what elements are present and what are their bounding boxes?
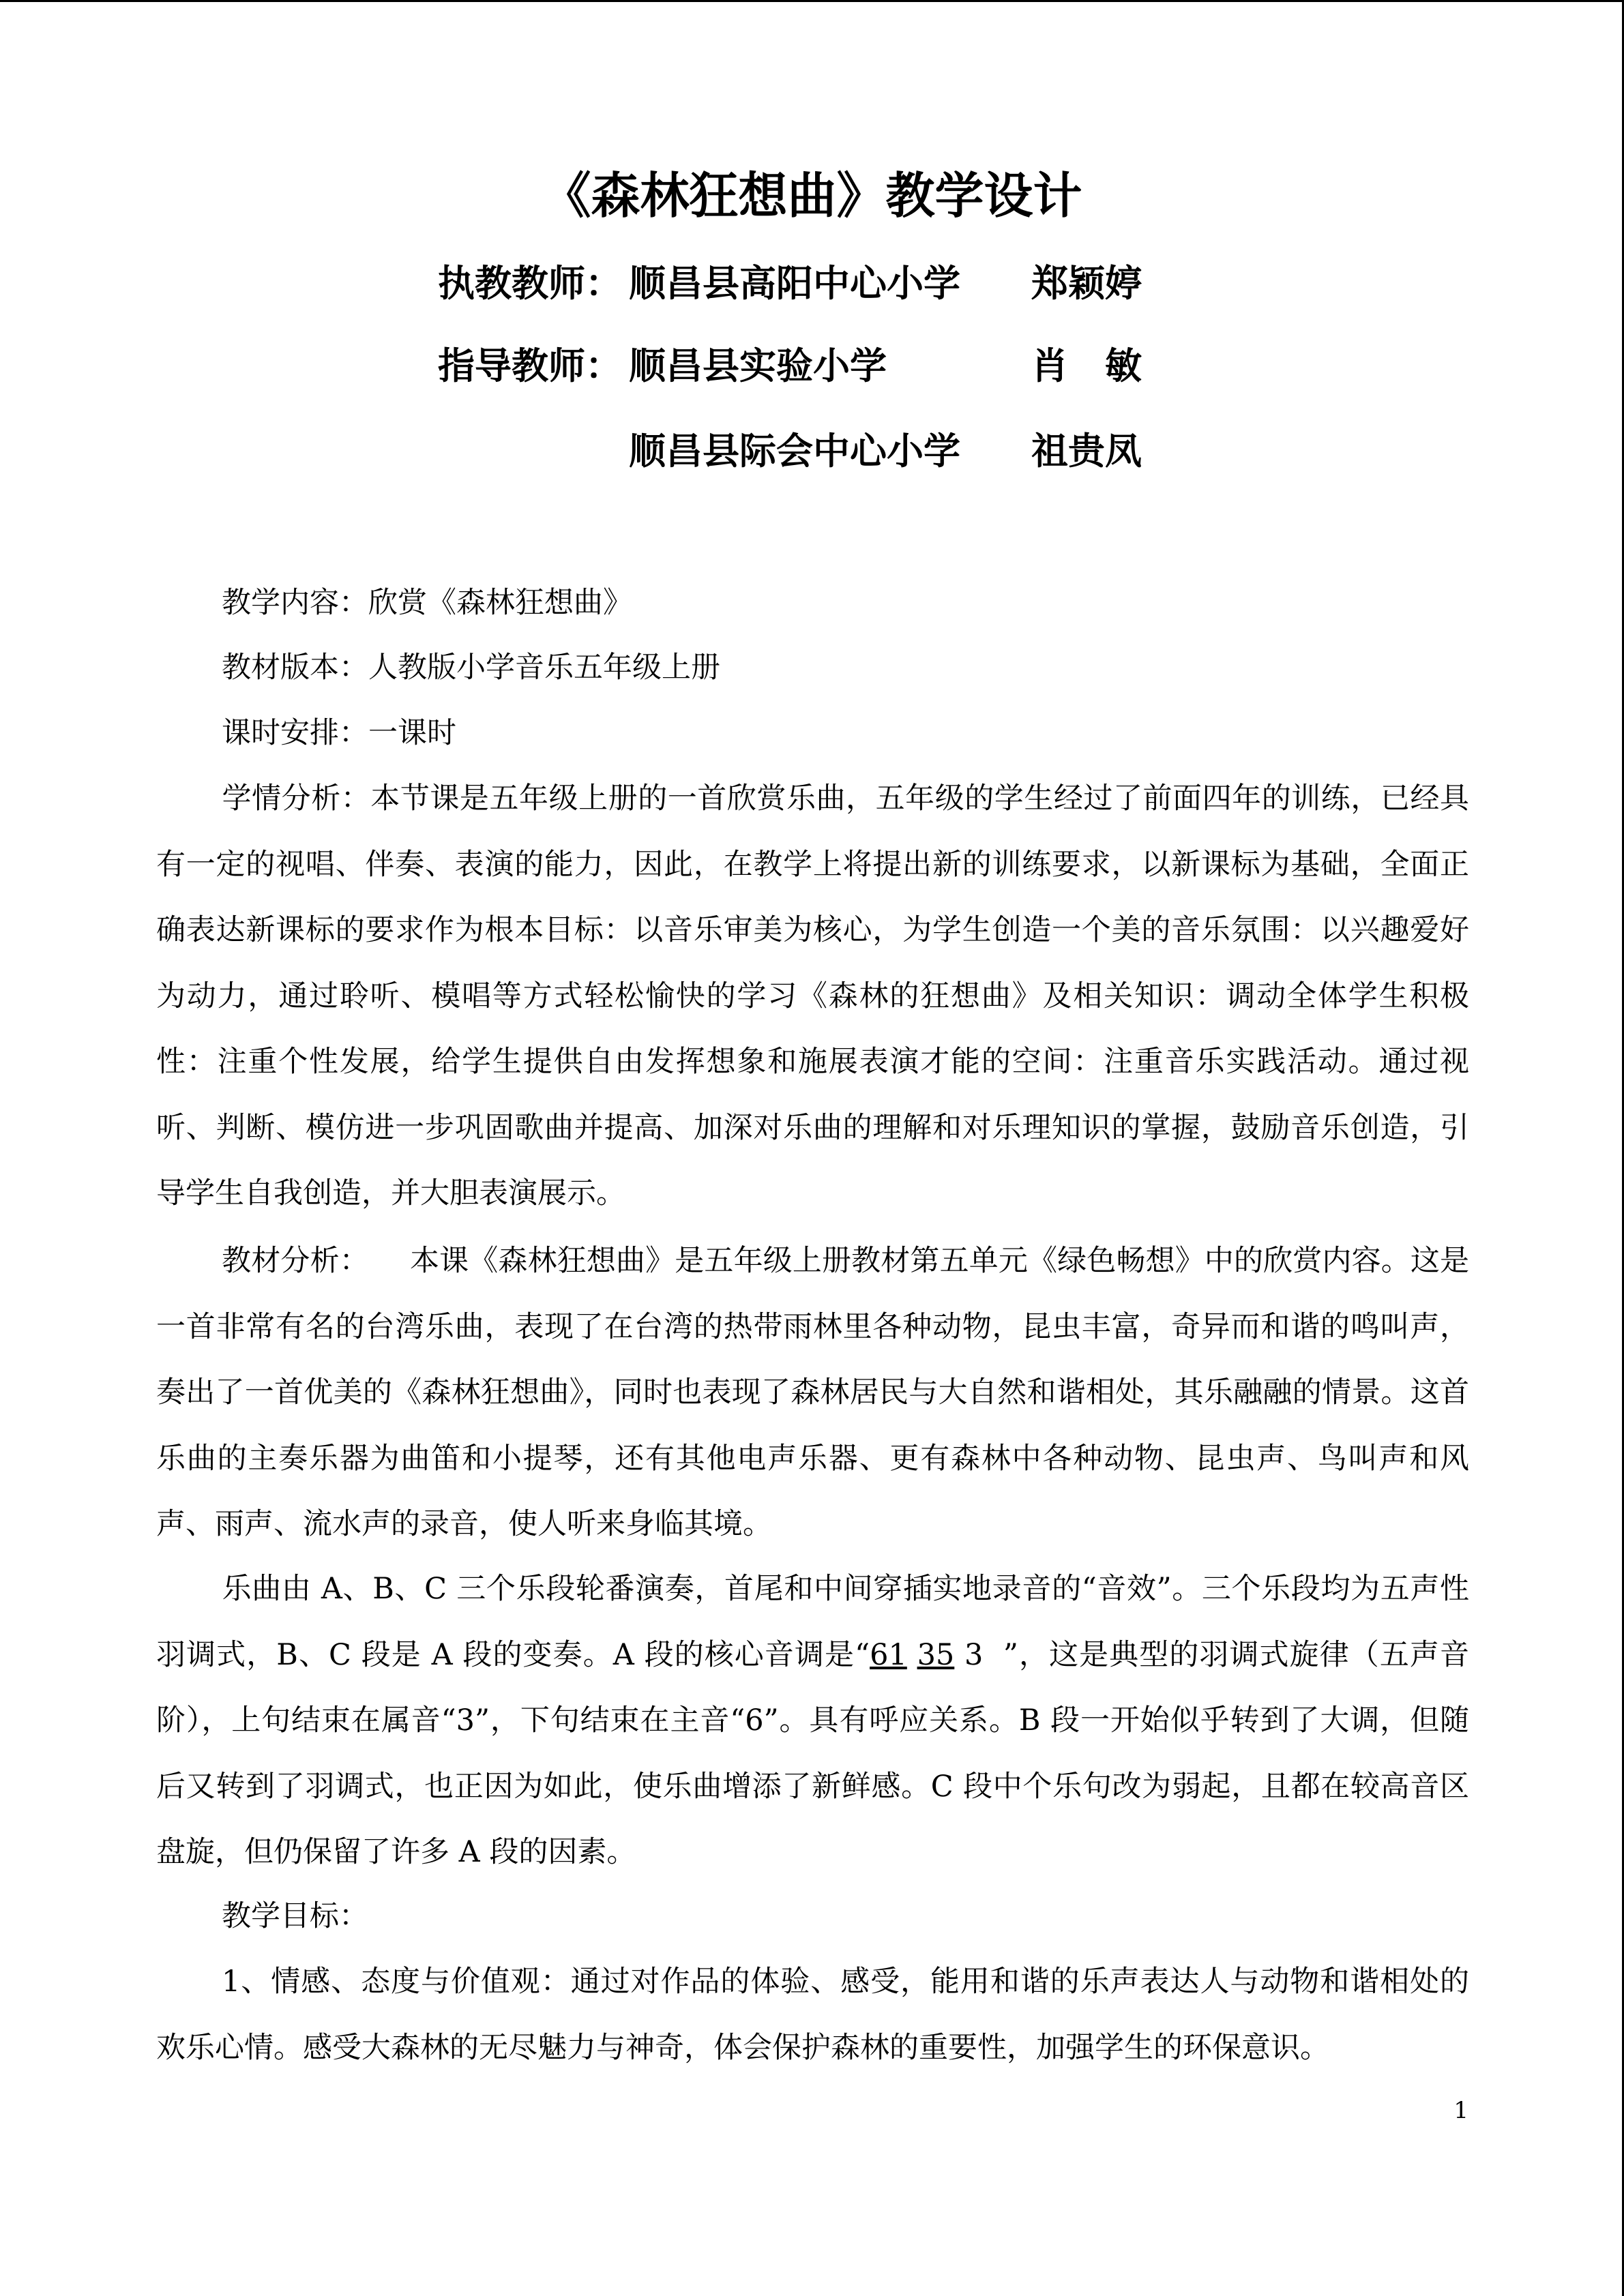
teacher-name: 郑颖婷 — [1031, 262, 1142, 305]
core-notes-3: 3 — [964, 1637, 984, 1672]
advisor2-school: 顺昌县际会中心小学 — [629, 430, 960, 473]
material-analysis-text: 本课《森林狂想曲》是五年级上册教材第五单元《绿色畅想》中的欣赏内容。这是一首非常有名的台湾乐曲，表现了在台湾的热带雨林里各种动物，昆虫丰富，奇异而和谐的鸣叫声，奏出了一首优美的《森林狂想曲》，同时也表现了森林居民与大自然和谐相处，其乐融融的情景。这首乐曲的主奏乐器为曲笛和小提琴，还有其他电声乐器、更有森林中各种动物、昆虫声、鸟叫声和风声、雨声、流水声的录音，使人听来身临其境。 — [156, 1244, 1470, 1541]
goal-1-text: 1、情感、态度与价值观：通过对作品的体验、感受，能用和谐的乐声表达人与动物和谐相处的欢乐心情。感受大森林的无尽魅力与神奇，体会保护森林的重要性，加强学生的环保意识。 — [156, 1965, 1469, 2065]
music-structure — [156, 1556, 1469, 1885]
goal-1 — [156, 1949, 1469, 2081]
advisor2-name: 祖贵凤 — [1031, 430, 1142, 473]
goals-heading-text: 教学目标： — [222, 1899, 368, 1933]
class-schedule — [156, 700, 1469, 766]
teacher-school: 顺昌县高阳中心小学 — [629, 262, 960, 305]
teaching-content-text: 教学内容：欣赏《森林狂想曲》 — [222, 586, 632, 620]
advisor-label: 指导教师： — [438, 344, 622, 387]
page-title: 《森林狂想曲》教学设计 — [542, 167, 1082, 224]
music-structure-before: 乐曲由 A、B、C 三个乐段轮番演奏，首尾和中间穿插实地录音的“音效”。三个乐段均为五声性羽调式，B、C 段是 A 段的变奏。A 段的核心音调是“ — [156, 1572, 1469, 1672]
student-analysis — [156, 766, 1469, 1227]
material-analysis-label: 教材分析： — [222, 1244, 369, 1278]
goals-heading — [156, 1883, 1469, 1950]
core-notes-1: 61 — [870, 1637, 907, 1672]
page-border-top — [0, 0, 1624, 2]
advisor1-school: 顺昌县实验小学 — [629, 344, 887, 387]
teacher-label: 执教教师： — [438, 262, 622, 305]
textbook-edition — [156, 635, 1469, 701]
student-analysis-text: 学情分析：本节课是五年级上册的一首欣赏乐曲，五年级的学生经过了前面四年的训练，已经具有一定的视唱、伴奏、表演的能力，因此，在教学上将提出新的训练要求，以新课标为基础，全面正确表达新课标的要求作为根本目标：以音乐审美为核心，为学生创造一个美的音乐氛围：以兴趣爱好为动力，通过聆听、模唱等方式轻松愉快的学习《森林的狂想曲》及相关知识：调动全体学生积极性：注重个性发展，给学生提供自由发挥想象和施展表演才能的空间：注重音乐实践活动。通过视听、判断、模仿进一步巩固歌曲并提高、加深对乐曲的理解和对乐理知识的掌握，鼓励音乐创造，引导学生自我创造，并大胆表演展示。 — [156, 781, 1469, 1210]
textbook-edition-text: 教材版本：人教版小学音乐五年级上册 — [222, 651, 720, 685]
class-schedule-text: 课时安排：一课时 — [222, 716, 456, 750]
music-structure-after: ”，这是典型的羽调式旋律（五声音阶），上句结束在属音“3”，下句结束在主音“6”。具有呼应关系。B 段一开始似乎转到了大调，但随后又转到了羽调式，也正因为如此，使乐曲增添了新鲜感。C 段中个乐句改为弱起，且都在较高音区盘旋，但仍保留了许多 A 段的因素。 — [156, 1637, 1470, 1869]
advisor1-name: 肖 敏 — [1031, 344, 1142, 387]
page-number: 1 — [1453, 2097, 1468, 2124]
material-analysis — [156, 1228, 1469, 1557]
teaching-content — [156, 570, 1469, 636]
core-notes-2: 35 — [917, 1637, 955, 1672]
